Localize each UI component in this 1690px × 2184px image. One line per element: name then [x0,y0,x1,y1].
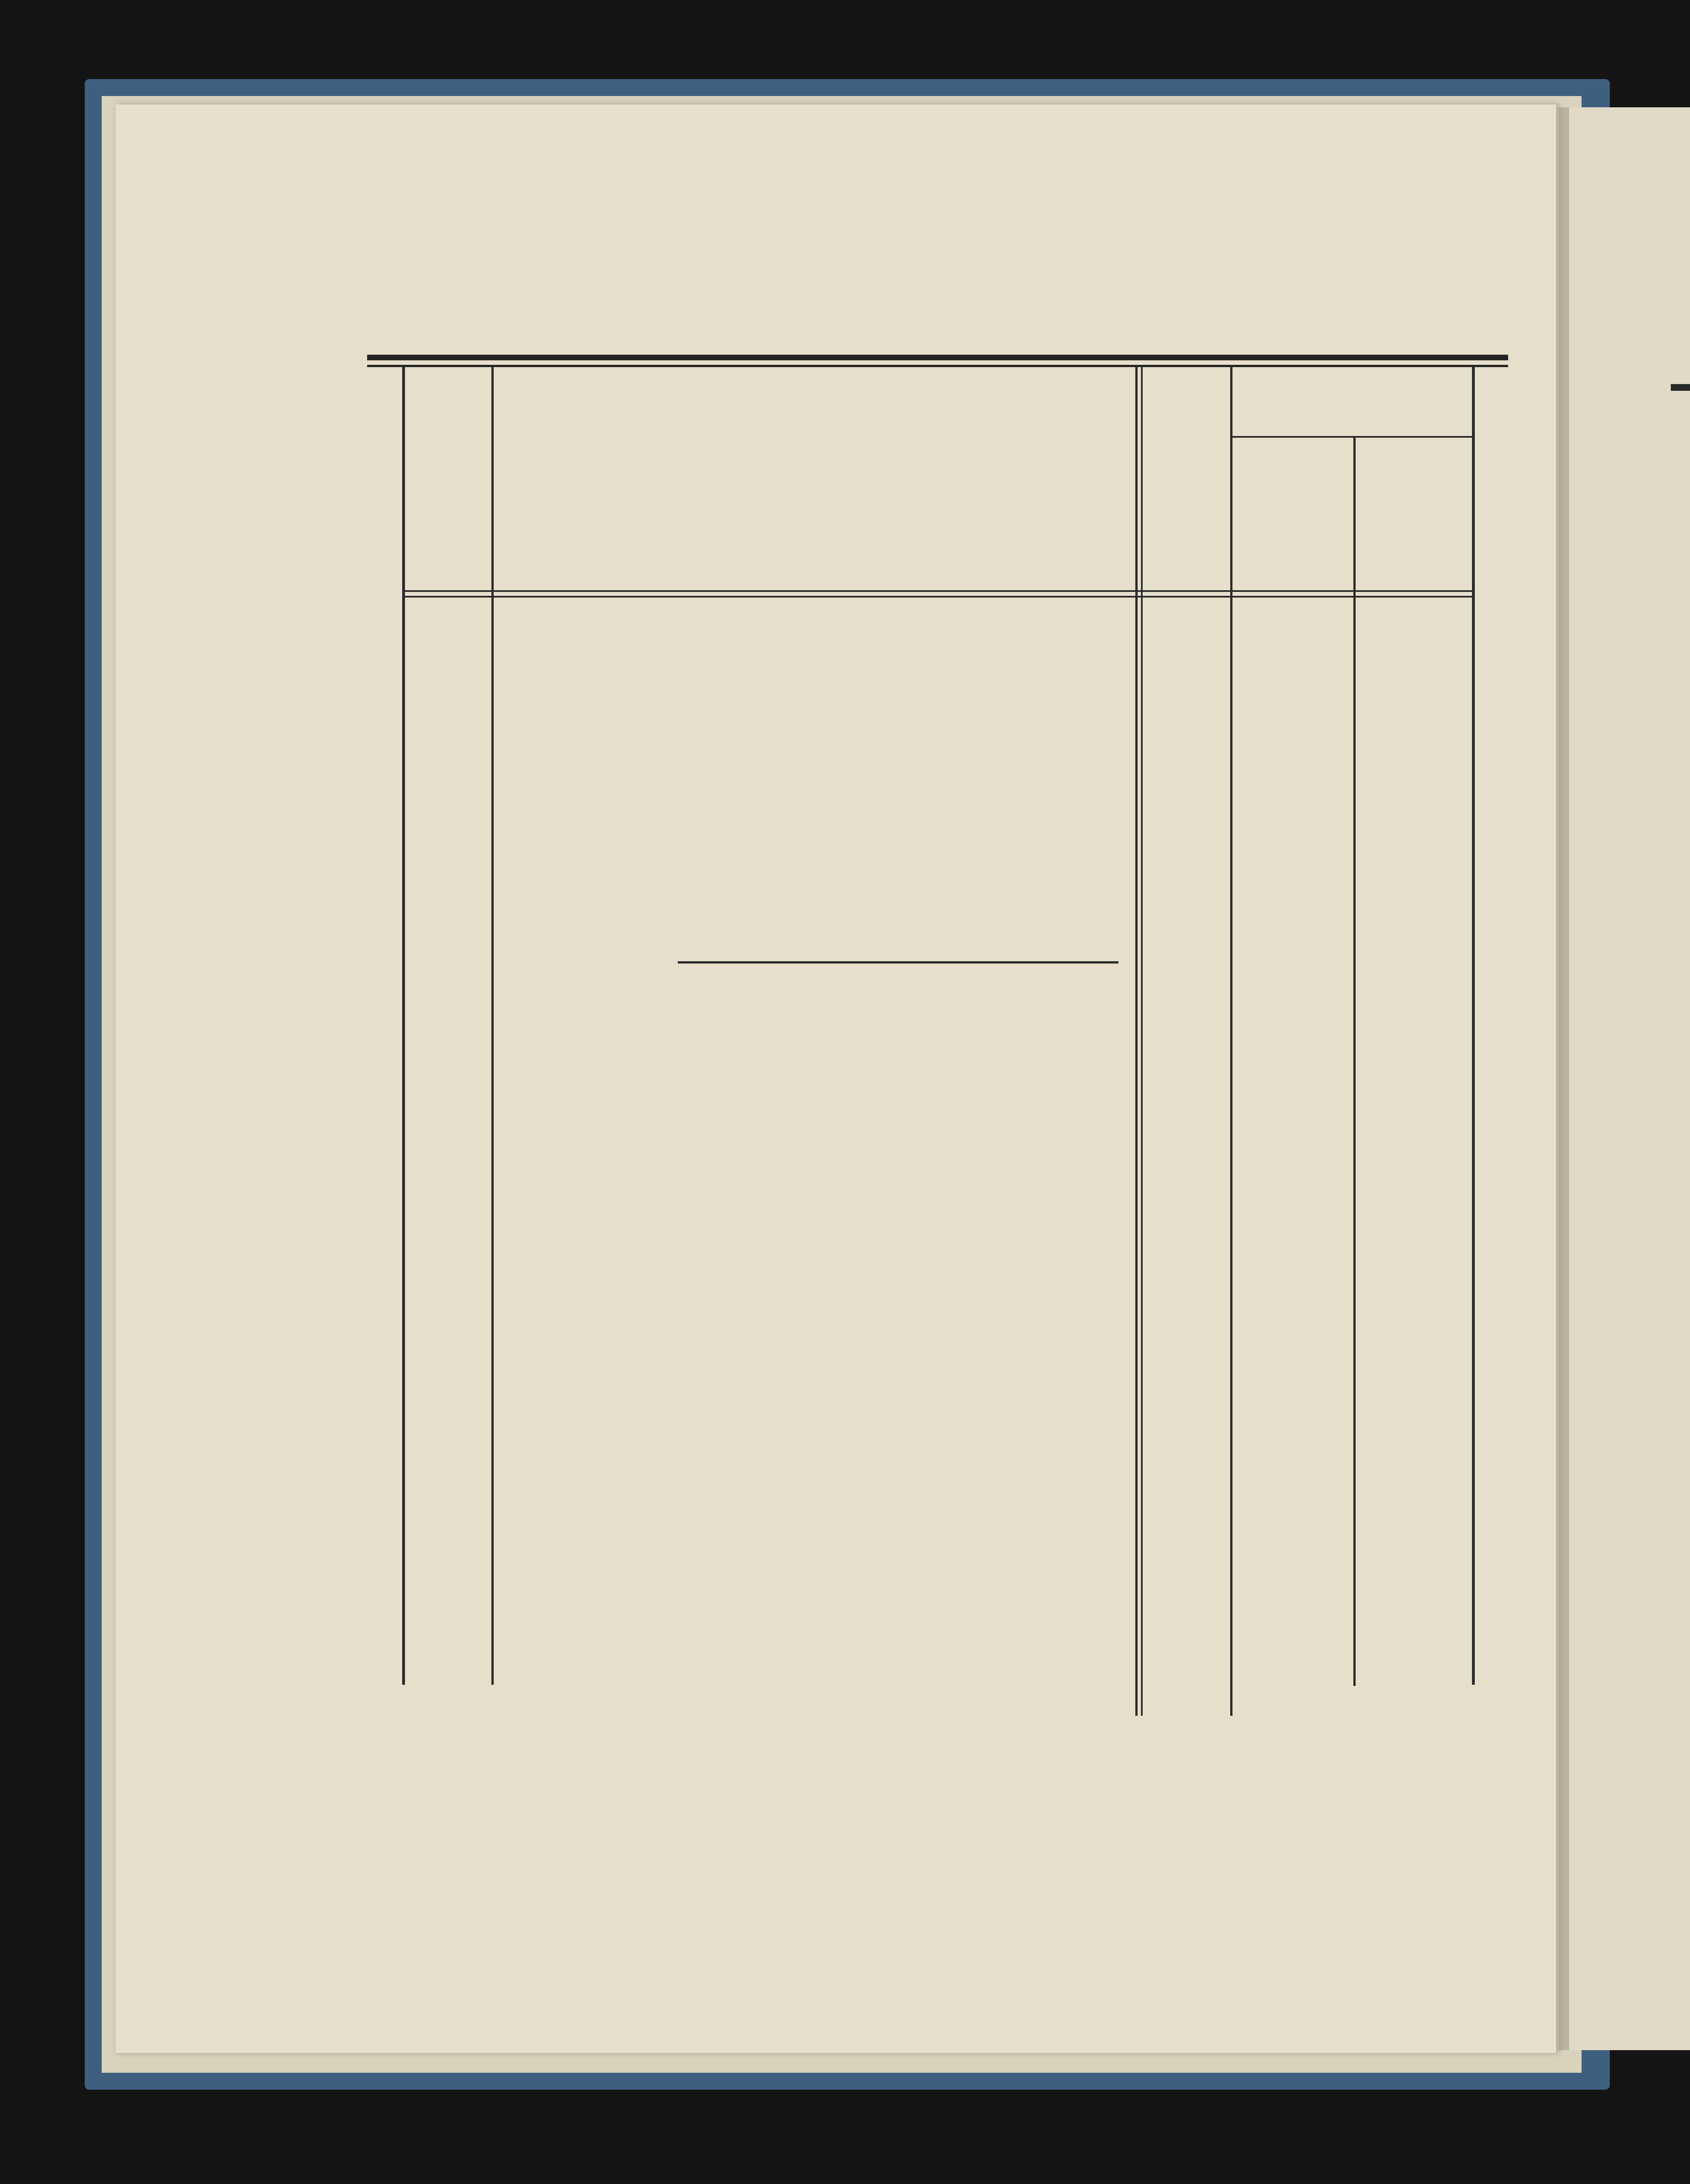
table-left-border [402,366,405,1685]
header-1913 [1248,446,1339,582]
col-divider-number [491,366,494,1685]
facing-page-edge [1559,107,1690,2050]
total-row [0,980,1690,1016]
header-bottom-rule [402,590,1474,592]
table-top-rule-thin [367,365,1508,367]
col-divider-name-double [1141,366,1143,1716]
book-page [116,104,1556,2053]
col-divider-name [1135,366,1138,1716]
header-number [418,395,480,582]
header-year [1152,384,1220,582]
col-divider-1913 [1353,438,1356,1686]
area-header-rule [1230,436,1474,438]
total-rule [678,961,1118,964]
facing-page-rule [1671,384,1690,391]
table-top-rule [367,355,1508,360]
header-1914 [1370,446,1460,582]
col-divider-year [1230,366,1232,1716]
table-right-border [1472,366,1475,1685]
header-bottom-rule-2 [402,596,1474,598]
